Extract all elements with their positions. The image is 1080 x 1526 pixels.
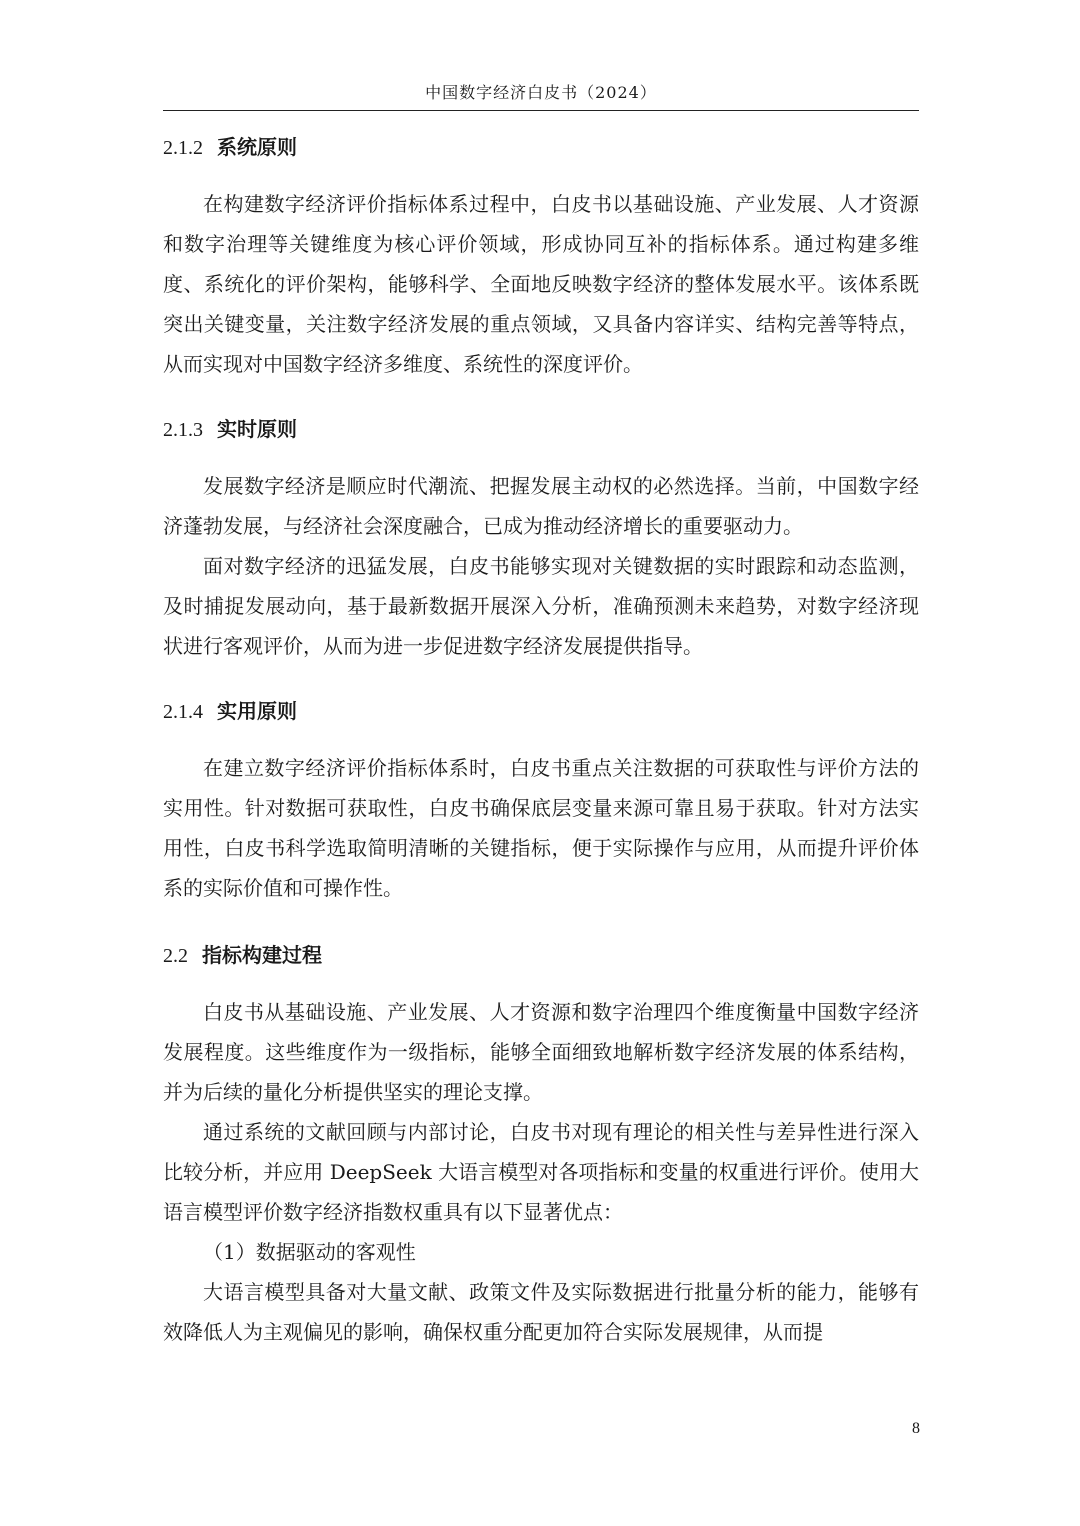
section-heading-2-2 <box>163 932 919 978</box>
section-title: 指标构建过程 <box>202 943 322 967</box>
page-number: 8 <box>912 1420 920 1437</box>
paragraph: 通过系统的文献回顾与内部讨论，白皮书对现有理论的相关性与差异性进行深入比较分析，并应用 DeepSeek 大语言模型对各项指标和变量的权重进行评价。使用大语言模型评价数字经济指数权重具有以下显著优点： <box>163 1120 919 1224</box>
section-title: 系统原则 <box>217 135 297 159</box>
section-title: 实用原则 <box>217 699 297 723</box>
section-heading-2-1-2 <box>163 124 919 170</box>
section-heading-2-1-3 <box>163 406 919 452</box>
page-body <box>163 124 919 1352</box>
section-number: 2.2 <box>163 945 188 967</box>
paragraph: 发展数字经济是顺应时代潮流、把握发展主动权的必然选择。当前，中国数字经济蓬勃发展，与经济社会深度融合，已成为推动经济增长的重要驱动力。 <box>163 474 919 538</box>
list-item: （1）数据驱动的客观性 <box>203 1240 416 1264</box>
section-title: 实时原则 <box>217 417 297 441</box>
paragraph: 在建立数字经济评价指标体系时，白皮书重点关注数据的可获取性与评价方法的实用性。针对数据可获取性，白皮书确保底层变量来源可靠且易于获取。针对方法实用性，白皮书科学选取简明清晰的关键指标，便于实际操作与应用，从而提升评价体系的实际价值和可操作性。 <box>163 756 919 900</box>
section-number: 2.1.2 <box>163 137 203 159</box>
header-divider <box>163 110 919 111</box>
paragraph: 在构建数字经济评价指标体系过程中，白皮书以基础设施、产业发展、人才资源和数字治理等关键维度为核心评价领域，形成协同互补的指标体系。通过构建多维度、系统化的评价架构，能够科学、全面地反映数字经济的整体发展水平。该体系既突出关键变量，关注数字经济发展的重点领域，又具备内容详实、结构完善等特点，从而实现对中国数字经济多维度、系统性的深度评价。 <box>163 192 919 376</box>
paragraph: 白皮书从基础设施、产业发展、人才资源和数字治理四个维度衡量中国数字经济发展程度。这些维度作为一级指标，能够全面细致地解析数字经济发展的体系结构，并为后续的量化分析提供坚实的理论支撑。 <box>163 1000 919 1104</box>
section-number: 2.1.3 <box>163 419 203 441</box>
section-number: 2.1.4 <box>163 701 203 723</box>
section-heading-2-1-4 <box>163 688 919 734</box>
running-header: 中国数字经济白皮书（2024） <box>425 83 657 102</box>
paragraph: 大语言模型具备对大量文献、政策文件及实际数据进行批量分析的能力，能够有效降低人为主观偏见的影响，确保权重分配更加符合实际发展规律，从而提 <box>163 1280 919 1344</box>
paragraph: 面对数字经济的迅猛发展，白皮书能够实现对关键数据的实时跟踪和动态监测，及时捕捉发展动向，基于最新数据开展深入分析，准确预测未来趋势，对数字经济现状进行客观评价，从而为进一步促进数字经济发展提供指导。 <box>163 554 919 658</box>
